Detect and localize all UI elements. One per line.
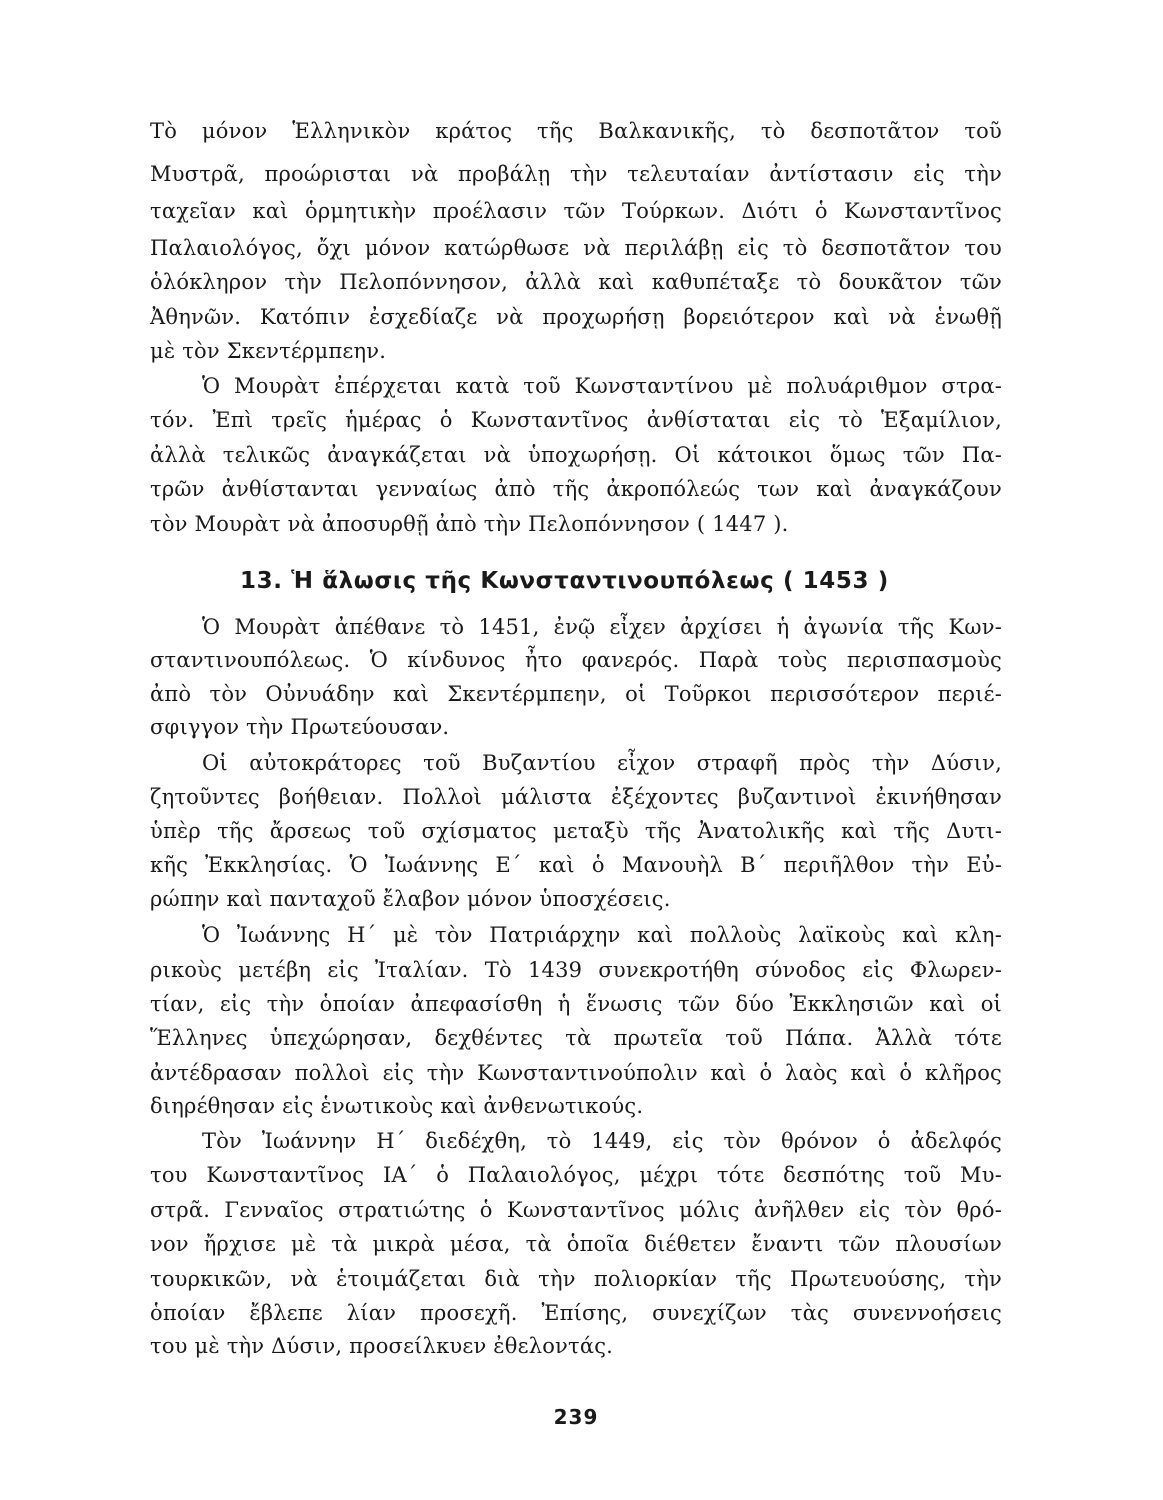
text-line: του μὲ τὴν Δύσιν, προσείλκυεν ἐθελοντάς. — [150, 1334, 614, 1358]
document-page — [150, 0, 1002, 1500]
text-line: Τὸ μόνον Ἑλληνικὸν κράτος τῆς Βαλκανικῆς, τὸ δεσποτᾶτον τοῦ — [150, 119, 1002, 143]
text-line: Ὁ Μουρὰτ ἀπέθανε τὸ 1451, ἐνῷ εἶχεν ἀρχίσει ἡ ἀγωνία τῆς Κων- — [202, 615, 1002, 639]
text-line: διηρέθησαν εἰς ἑνωτικοὺς καὶ ἀνθενωτικούς. — [150, 1094, 644, 1118]
section-heading: 13. Ἡ ἅλωσις τῆς Κωνσταντινουπόλεως ( 1453 ) — [240, 568, 889, 594]
text-line: ταχεῖαν καὶ ὁρμητικὴν προέλασιν τῶν Τούρκων. Διότι ὁ Κωνσταντῖνος — [150, 199, 1002, 223]
text-line: ὁλόκληρον τὴν Πελοπόννησον, ἀλλὰ καὶ καθυπέταξε τὸ δουκᾶτον τῶν — [150, 270, 1002, 294]
text-line: ρώπην καὶ πανταχοῦ ἔλαβον μόνον ὑποσχέσεις. — [150, 887, 671, 911]
text-line: ὑπὲρ τῆς ἄρσεως τοῦ σχίσματος μεταξὺ τῆς Ἀνατολικῆς καὶ τῆς Δυτι- — [150, 819, 1002, 843]
text-line: σταντινουπόλεως. Ὁ κίνδυνος ἦτο φανερός. Παρὰ τοὺς περισπασμοὺς — [150, 648, 1002, 672]
text-line: ἀπὸ τὸν Οὐνυάδην καὶ Σκεντέρμπεην, οἱ Τοῦρκοι περισσότερον περιέ- — [150, 682, 1002, 706]
text-line: ὁποίαν ἔβλεπε λίαν προσεχῆ. Ἐπίσης, συνεχίζων τὰς συνεννοήσεις — [150, 1301, 1002, 1325]
text-line: του Κωνσταντῖνος ΙΑ΄ ὁ Παλαιολόγος, μέχρι τότε δεσπότης τοῦ Μυ- — [150, 1163, 1002, 1187]
text-line: ρικοὺς μετέβη εἰς Ἰταλίαν. Τὸ 1439 συνεκροτήθη σύνοδος εἰς Φλωρεν- — [150, 958, 1002, 982]
text-line: Παλαιολόγος, ὄχι μόνον κατώρθωσε νὰ περιλάβῃ εἰς τὸ δεσποτᾶτον του — [150, 236, 1002, 260]
text-line: μὲ τὸν Σκεντέρμπεην. — [150, 339, 387, 363]
text-line: τουρκικῶν, νὰ ἑτοιμάζεται διὰ τὴν πολιορκίαν τῆς Πρωτευούσης, τὴν — [150, 1267, 1002, 1291]
text-line: νον ἤρχισε μὲ τὰ μικρὰ μέσα, τὰ ὁποῖα διέθετεν ἔναντι τῶν πλουσίων — [150, 1232, 1002, 1256]
text-line: ζητοῦντες βοήθειαν. Πολλοὶ μάλιστα ἐξέχοντες βυζαντινοὶ ἐκινήθησαν — [150, 785, 1002, 809]
text-line: τρῶν ἀνθίστανται γενναίως ἀπὸ τῆς ἀκροπόλεώς των καὶ ἀναγκάζουν — [150, 477, 1002, 501]
text-line: Οἱ αὐτοκράτορες τοῦ Βυζαντίου εἶχον στραφῆ πρὸς τὴν Δύσιν, — [202, 751, 1002, 775]
text-line: Ὁ Μουρὰτ ἐπέρχεται κατὰ τοῦ Κωνσταντίνου μὲ πολυάριθμον στρα- — [202, 374, 1002, 398]
text-line: κῆς Ἐκκλησίας. Ὁ Ἰωάννης Ε΄ καὶ ὁ Μανουὴλ Β΄ περιῆλθον τὴν Εὐ- — [150, 853, 1002, 877]
text-line: Ἕλληνες ὑπεχώρησαν, δεχθέντες τὰ πρωτεῖα τοῦ Πάπα. Ἀλλὰ τότε — [150, 1026, 1002, 1050]
text-line: σφιγγον τὴν Πρωτεύουσαν. — [150, 715, 450, 739]
text-line: στρᾶ. Γενναῖος στρατιώτης ὁ Κωνσταντῖνος μόλις ἀνῆλθεν εἰς τὸν θρό- — [150, 1198, 1002, 1222]
page-number: 239 — [553, 1405, 599, 1429]
text-line: Τὸν Ἰωάννην Η΄ διεδέχθη, τὸ 1449, εἰς τὸν θρόνον ὁ ἀδελφός — [202, 1129, 1002, 1153]
text-line: Ἀθηνῶν. Κατόπιν ἐσχεδίαζε νὰ προχωρήσῃ βορειότερον καὶ νὰ ἑνωθῇ — [150, 305, 1002, 329]
text-line: Ὁ Ἰωάννης Η΄ μὲ τὸν Πατριάρχην καὶ πολλοὺς λαϊκοὺς καὶ κλη- — [202, 923, 1002, 947]
text-line: Μυστρᾶ, προώρισται νὰ προβάλῃ τὴν τελευταίαν ἀντίστασιν εἰς τὴν — [150, 162, 1002, 186]
text-line: τόν. Ἐπὶ τρεῖς ἡμέρας ὁ Κωνσταντῖνος ἀνθίσταται εἰς τὸ Ἑξαμίλιον, — [150, 408, 1002, 432]
text-line: τὸν Μουρὰτ νὰ ἀποσυρθῇ ἀπὸ τὴν Πελοπόννησον ( 1447 ). — [150, 512, 789, 536]
text-line: ἀντέδρασαν πολλοὶ εἰς τὴν Κωνσταντινούπολιν καὶ ὁ λαὸς καὶ ὁ κλῆρος — [150, 1061, 1002, 1085]
text-line: ἀλλὰ τελικῶς ἀναγκάζεται νὰ ὑποχωρήσῃ. Οἱ κάτοικοι ὅμως τῶν Πα- — [150, 443, 1002, 467]
text-line: τίαν, εἰς τὴν ὁποίαν ἀπεφασίσθη ἡ ἕνωσις τῶν δύο Ἐκκλησιῶν καὶ οἱ — [150, 992, 1002, 1016]
